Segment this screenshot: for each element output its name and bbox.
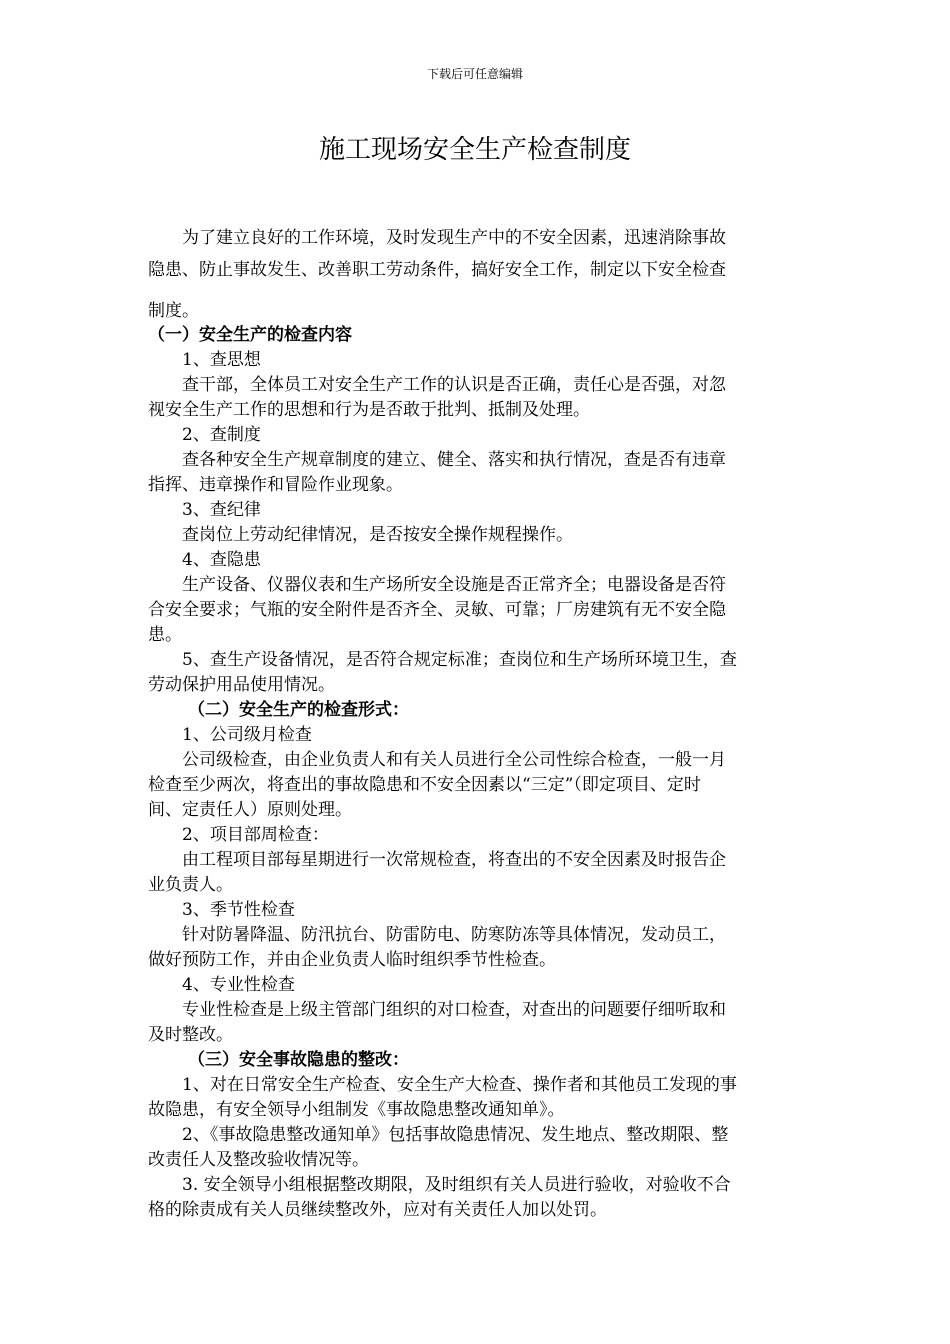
body-line: 1、对在日常安全生产检查、安全生产大检查、操作者和其他员工发现的事 [182,1075,737,1095]
body-line: 检查至少两次，将查出的事故隐患和不安全因素以“三定”（即定项目、定时 [148,775,701,795]
section-3-item-3-body [148,1173,808,1223]
section-1-item-2-title: 2、查制度 [182,425,261,445]
body-line: 查各种安全生产规章制度的建立、健全、落实和执行情况，查是否有违章 [182,450,726,470]
section-1-item-3-title: 3、查纪律 [182,500,261,520]
body-line: 格的除责成有关人员继续整改外，应对有关责任人加以处罚。 [148,1200,607,1220]
intro-line: 为了建立良好的工作环境，及时发现生产中的不安全因素，迅速消除事故 [182,228,726,248]
body-line: 视安全生产工作的思想和行为是否敢于批判、抵制及处理。 [148,400,590,420]
section-1-item-1-title: 1、查思想 [182,350,261,370]
section-2-item-1-body [148,748,808,823]
intro-line: 制度。 [148,301,199,321]
body-line: 专业性检查是上级主管部门组织的对口检查，对查出的问题要仔细听取和 [182,1000,726,1020]
document-title: 施工现场安全生产检查制度 [318,135,631,165]
body-line: 改责任人及整改验收情况等。 [148,1150,369,1170]
body-line: 2、《事故隐患整改通知单》包括事故隐患情况、发生地点、整改期限、整 [182,1125,729,1145]
section-3-item-2-body [148,1123,808,1173]
body-line: 做好预防工作，并由企业负责人临时组织季节性检查。 [148,950,556,970]
section-1-item-4-body [148,573,808,648]
intro-paragraph [148,222,808,327]
section-1-item-5-body [148,648,808,698]
body-line: 5、查生产设备情况，是否符合规定标准；查岗位和生产场所环境卫生，查 [182,650,737,670]
section-1-item-3-body [148,523,808,548]
body-line: 3. 安全领导小组根据整改期限，及时组织有关人员进行验收，对验收不合 [182,1175,731,1195]
section-1-heading: （一）安全生产的检查内容 [148,325,352,345]
body-line: 指挥、违章操作和冒险作业现象。 [148,475,403,495]
body-line: 劳动保护用品使用情况。 [148,675,335,695]
section-3-heading: （三）安全事故隐患的整改： [188,1050,409,1070]
body-line: 间、定责任人）原则处理。 [148,800,352,820]
section-1-item-1-body [148,373,808,423]
body-line: 合安全要求；气瓶的安全附件是否齐全、灵敏、可靠；厂房建筑有无不安全隐 [148,600,726,620]
section-1-item-2-body [148,448,808,498]
section-3-item-1-body [148,1073,808,1123]
body-line: 针对防暑降温、防汛抗台、防雷防电、防寒防冻等具体情况，发动员工， [182,925,726,945]
section-1-item-4-title: 4、查隐患 [182,550,261,570]
body-line: 及时整改。 [148,1025,233,1045]
page-header: 下载后可任意编辑 [426,67,523,81]
body-line: 公司级检查，由企业负责人和有关人员进行全公司性综合检查，一般一月 [182,750,726,770]
body-line: 故隐患，有安全领导小组制发《事故隐患整改通知单》。 [148,1100,565,1120]
section-2-item-1-title: 1、公司级月检查 [182,725,312,745]
body-line: 查岗位上劳动纪律情况，是否按安全操作规程操作。 [182,525,573,545]
section-2-item-3-body [148,923,808,973]
section-2-heading: （二）安全生产的检查形式： [188,700,409,720]
section-2-item-3-title: 3、季节性检查 [182,900,295,920]
body-line: 由工程项目部每星期进行一次常规检查，将查出的不安全因素及时报告企 [182,850,726,870]
section-2-item-4-body [148,998,808,1048]
body-line: 查干部，全体员工对安全生产工作的认识是否正确，责任心是否强，对忽 [182,375,726,395]
section-2-item-4-title: 4、专业性检查 [182,975,295,995]
section-2-item-2-title: 2、项目部周检查： [182,825,329,845]
body-line: 业负责人。 [148,875,233,895]
body-line: 生产设备、仪器仪表和生产场所安全设施是否正常齐全；电器设备是否符 [182,575,726,595]
intro-line: 隐患、防止事故发生、改善职工劳动条件，搞好安全工作，制定以下安全检查 [148,260,726,280]
section-2-item-2-body [148,848,808,898]
body-line: 患。 [148,625,182,645]
